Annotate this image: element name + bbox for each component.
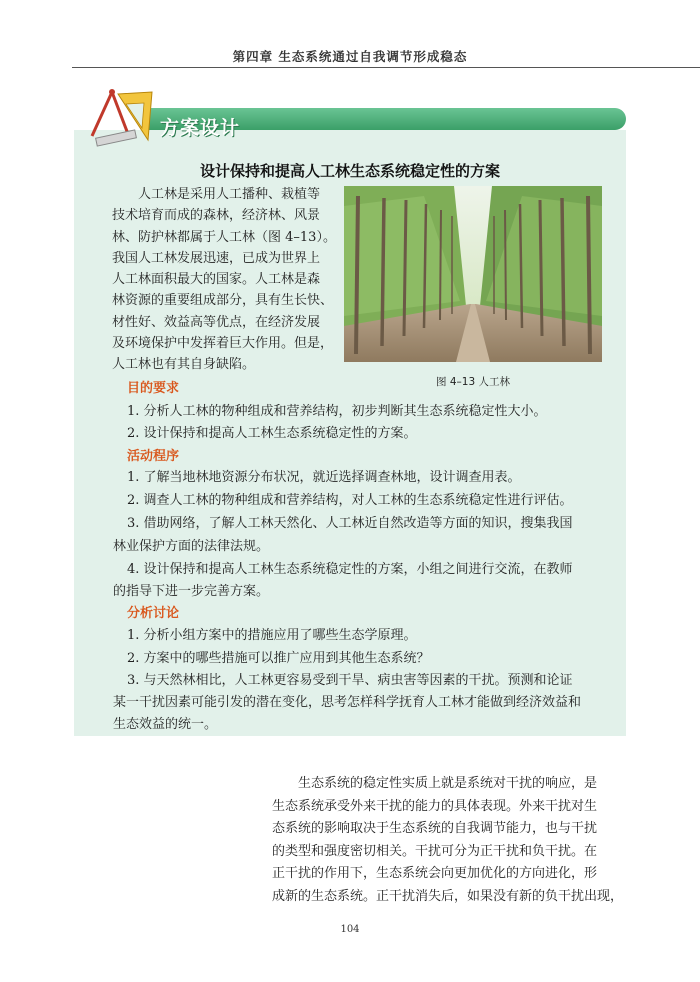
discussion-item: 1. 分析小组方案中的措施应用了哪些生态学原理。: [127, 628, 417, 643]
chapter-header: 第四章 生态系统通过自我调节形成稳态: [232, 49, 468, 64]
discussion-heading: 分析讨论: [127, 606, 180, 621]
goal-item: 1. 分析人工林的物种组成和营养结构，初步判断其生态系统稳定性大小。: [127, 404, 547, 419]
body-line: 成新的生态系统。正干扰消失后，如果没有新的负干扰出现，: [272, 888, 624, 904]
goals-heading: 目的要求: [127, 381, 180, 396]
banner-title: 方案设计: [160, 117, 241, 139]
procedure-item: 3. 借助网络，了解人工林天然化、人工林近自然改造等方面的知识，搜集我国: [127, 516, 573, 531]
intro-line: 技术培育而成的森林，经济林、风景: [112, 208, 321, 224]
box-title: 设计保持和提高人工林生态系统稳定性的方案: [199, 162, 500, 180]
body-line: 生态系统的稳定性实质上就是系统对干扰的响应，是: [272, 776, 598, 791]
figure-caption: 图 4–13 人工林: [436, 376, 510, 388]
intro-paragraph: [112, 184, 338, 376]
page-number: 104: [340, 924, 360, 935]
intro-line: 人工林是采用人工播种、栽植等: [112, 187, 321, 202]
goal-item: 2. 设计保持和提高人工林生态系统稳定性的方案。: [127, 426, 417, 441]
intro-line: 及环境保护中发挥着巨大作用。但是，: [112, 336, 334, 352]
ruler-triangle-icon: [88, 88, 158, 148]
procedure-item: 1. 了解当地林地资源分布状况，就近选择调查林地，设计调查用表。: [127, 470, 521, 485]
intro-line: 林、防护林都属于人工林（图 4–13）。: [112, 229, 336, 245]
procedure-item: 4. 设计保持和提高人工林生态系统稳定性的方案，小组之间进行交流，在教师: [127, 562, 573, 577]
intro-line: 林资源的重要组成部分，具有生长快、: [112, 293, 334, 309]
body-line: 生态系统承受外来干扰的能力的具体表现。外来干扰对生: [272, 798, 598, 814]
procedure-item: 2. 调查人工林的物种组成和营养结构，对人工林的生态系统稳定性进行评估。: [127, 493, 573, 508]
discussion-item: 3. 与天然林相比，人工林更容易受到干旱、病虫害等因素的干扰。预测和论证: [127, 673, 573, 688]
body-line: 正干扰的作用下，生态系统会向更加优化的方向进化，形: [272, 866, 598, 882]
intro-line: 人工林也有其自身缺陷。: [112, 357, 256, 373]
intro-line: 我国人工林发展迅速，已成为世界上: [112, 250, 321, 266]
procedure-heading: 活动程序: [127, 449, 180, 464]
body-line: 的类型和强度密切相关。干扰可分为正干扰和负干扰。在: [272, 843, 598, 859]
procedure-item: 林业保护方面的法律法规。: [113, 539, 270, 554]
body-line: 态系统的影响取决于生态系统的自我调节能力，也与干扰: [272, 821, 598, 837]
header-rule: [72, 67, 700, 68]
intro-line: 材性好、效益高等优点，在经济发展: [112, 314, 321, 330]
discussion-item: 生态效益的统一。: [113, 717, 218, 732]
intro-line: 人工林面积最大的国家。人工林是森: [112, 272, 321, 288]
procedure-item: 的指导下进一步完善方案。: [113, 584, 270, 599]
discussion-item: 2. 方案中的哪些措施可以推广应用到其他生态系统？: [127, 651, 430, 666]
discussion-item: 某一干扰因素可能引发的潜在变化，思考怎样科学抚育人工林才能做到经济效益和: [113, 695, 582, 710]
body-paragraph: [272, 773, 628, 909]
plantation-photo: [344, 186, 602, 362]
